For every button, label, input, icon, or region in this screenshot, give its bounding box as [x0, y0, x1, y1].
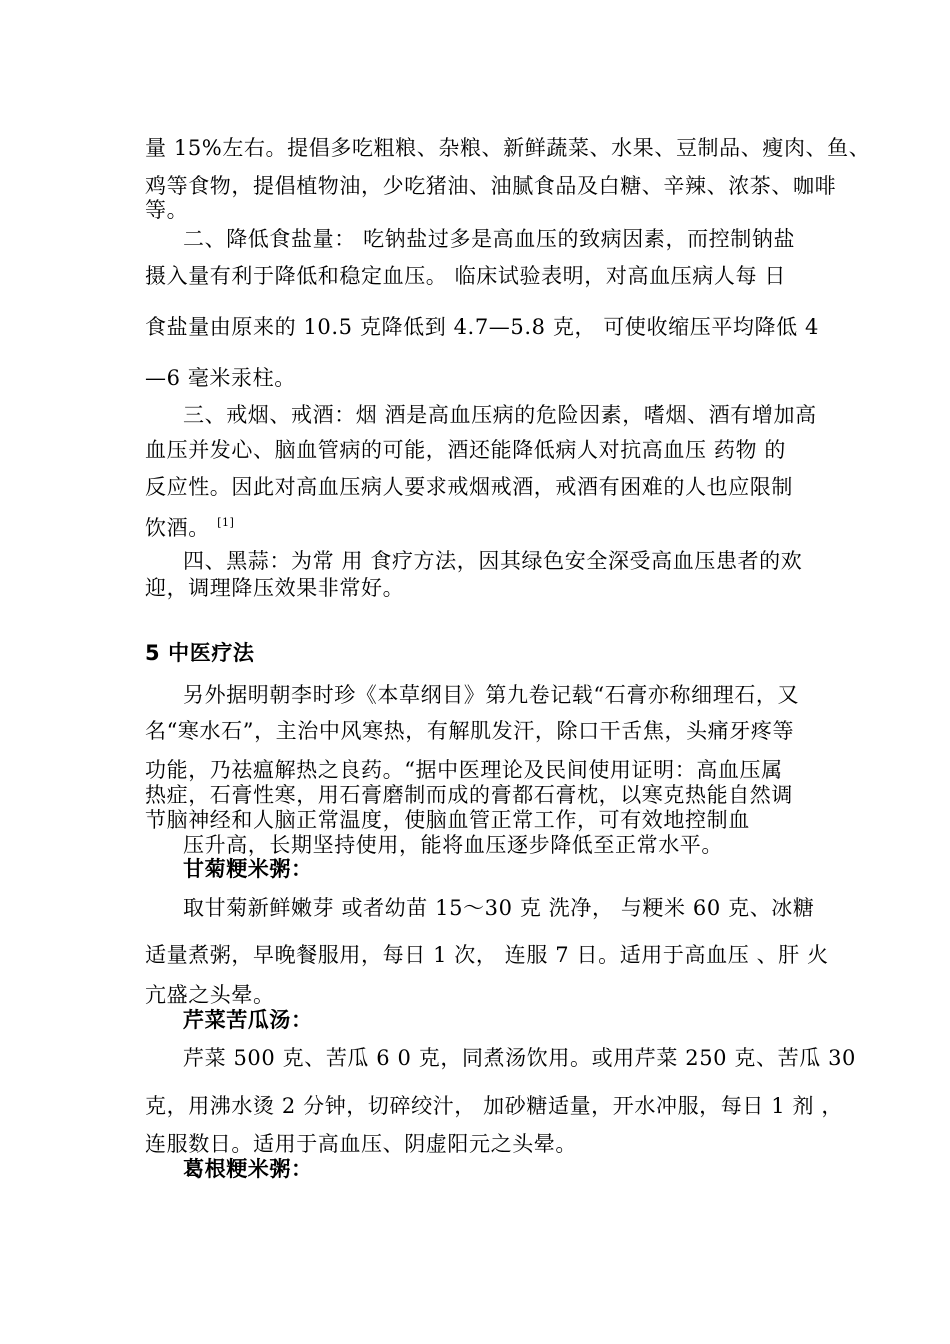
text-line: 连服数日。适用于高血压、阴虚阳元之头晕。 — [145, 1132, 577, 1156]
text-line: 芹菜 500 克、苦瓜 6 0 克，同煮汤饮用。或用芹菜 250 克、苦瓜 30 — [183, 1046, 857, 1070]
text-line: 摄入量有利于降低和稳定血压。 临床试验表明，对高血压病人每 日 — [145, 264, 786, 288]
text-line: 热症，石膏性寒，用石膏磨制而成的膏都石膏枕，以寒克热能自然调 — [145, 783, 793, 807]
section-heading-smoking: 三、戒烟、戒酒：烟 酒是高血压病的危险因素，嗜烟、酒有增加高 — [183, 403, 817, 427]
section-title: 5 中医疗法 — [145, 641, 255, 665]
text-line: 功能，乃祛瘟解热之良药。“据中医理论及民间使用证明：高血压属 — [145, 758, 783, 782]
text-line: 反应性。因此对高血压病人要求戒烟戒酒，戒酒有困难的人也应限制 — [145, 475, 793, 499]
text-line: 等。 — [145, 198, 189, 222]
section-heading-black-garlic: 四、黑蒜：为常 用 食疗方法，因其绿色安全深受高血压患者的欢 — [183, 549, 803, 573]
text-line: 迎，调理降压效果非常好。 — [145, 576, 405, 600]
text-line: 克，用沸水烫 2 分钟，切碎绞汁， 加砂糖适量，开水冲服，每日 1 剂 ， — [145, 1094, 843, 1118]
recipe-title-celery: 芹菜苦瓜汤： — [183, 1008, 313, 1032]
text-line — [145, 510, 234, 541]
text-content: 饮酒。 — [145, 516, 210, 540]
text-line: 亢盛之头晕。 — [145, 983, 275, 1007]
text-line: 另外据明朝李时珍《本草纲目》第九卷记载“石膏亦称细理石，又 — [183, 683, 800, 707]
text-line: 节脑神经和人脑正常温度，使脑血管正常工作，可有效地控制血 — [145, 808, 750, 832]
section-heading-salt: 二、降低食盐量： 吃钠盐过多是高血压的致病因素，而控制钠盐 — [183, 227, 796, 251]
text-line: —6 毫米汞柱。 — [145, 366, 296, 390]
text-line: 压升高，长期坚持使用，能将血压逐步降低至正常水平。 — [183, 833, 723, 857]
text-line: 取甘菊新鲜嫩芽 或者幼苗 15～30 克 洗净， 与粳米 60 克、冰糖 — [183, 896, 815, 920]
text-line: 鸡等食物，提倡植物油，少吃猪油、油腻食品及白糖、辛辣、浓茶、咖啡 — [145, 174, 837, 198]
text-line: 名“寒水石”，主治中风寒热，有解肌发汗，除口干舌焦，头痛牙疼等 — [145, 719, 795, 743]
recipe-title-ganju: 甘菊粳米粥： — [183, 857, 313, 881]
text-line: 血压并发心、脑血管病的可能，酒还能降低病人对抗高血压 药物 的 — [145, 438, 786, 462]
text-line: 适量煮粥，早晚餐服用，每日 1 次， 连服 7 日。适用于高血压 、肝 火 — [145, 943, 829, 967]
citation-ref: [1] — [217, 516, 235, 529]
text-line: 食盐量由原来的 10.5 克降低到 4.7—5.8 克， 可使收缩压平均降低 4 — [145, 315, 819, 339]
text-line: 量 15%左右。提倡多吃粗粮、杂粮、新鲜蔬菜、水果、豆制品、瘦肉、鱼、 — [145, 136, 871, 160]
recipe-title-gegen: 葛根粳米粥： — [183, 1157, 313, 1181]
